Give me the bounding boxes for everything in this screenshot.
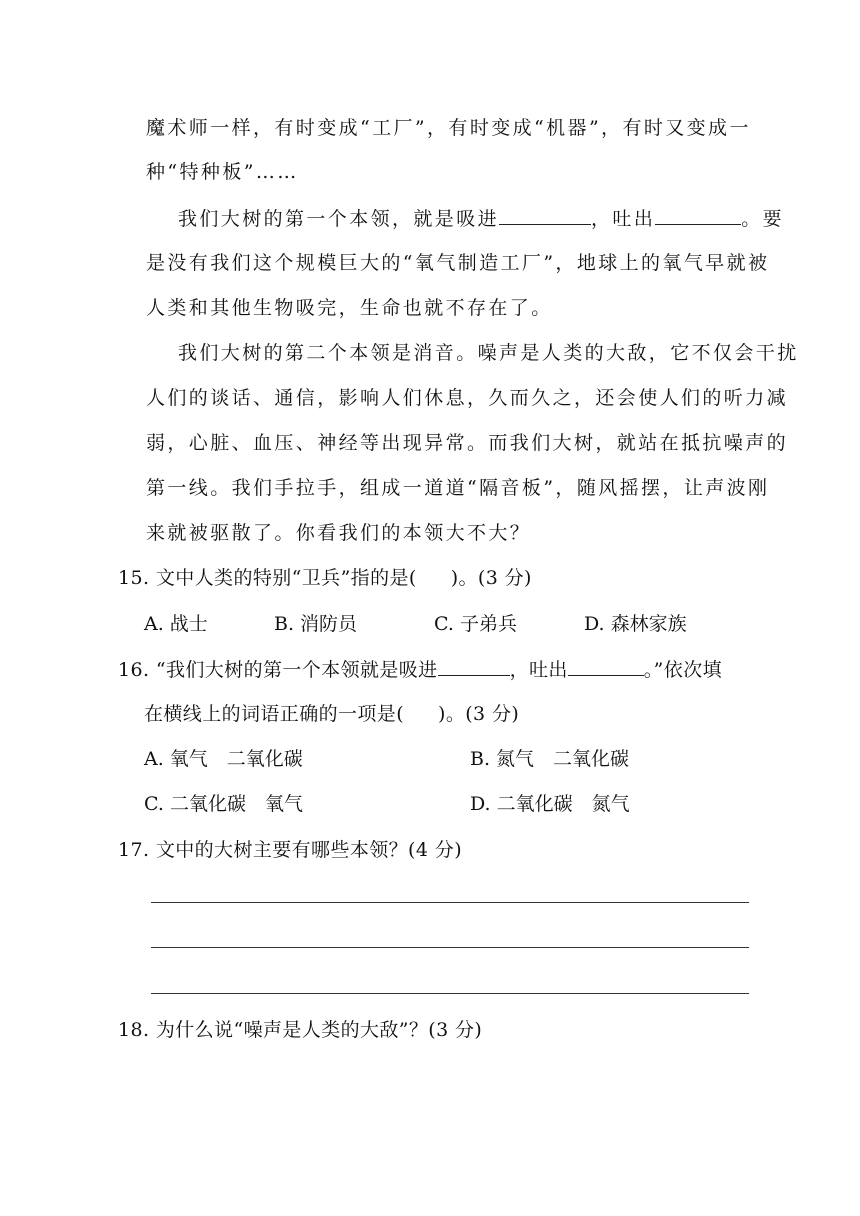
passage-line xyxy=(178,206,784,231)
question-text: 。”依次填 xyxy=(643,659,722,681)
option-a[interactable]: A. 战士 xyxy=(144,613,208,635)
fill-blank[interactable] xyxy=(655,206,741,225)
answer-line[interactable] xyxy=(151,902,749,903)
option-d[interactable]: D. 森林家族 xyxy=(584,613,687,635)
option-c[interactable]: C. 二氧化碳 氧气 xyxy=(144,793,303,815)
answer-line[interactable] xyxy=(151,947,749,948)
option-c[interactable]: C. 子弟兵 xyxy=(434,613,517,635)
passage-line: 我们大树的第二个本领是消音。噪声是人类的大敌，它不仅会干扰 xyxy=(178,342,799,364)
passage-line: 魔术师一样，有时变成“工厂”，有时变成“机器”，有时又变成一 xyxy=(146,117,751,139)
fill-blank[interactable] xyxy=(568,657,644,676)
option-b[interactable]: B. 氮气 二氧化碳 xyxy=(470,748,630,770)
passage-line: 人类和其他生物吸完，生命也就不存在了。 xyxy=(146,297,553,319)
passage-line: 第一线。我们手拉手，组成一道道“隔音板”，随风摇摆，让声波刚 xyxy=(146,477,770,499)
passage-line: 是没有我们这个规模巨大的“氧气制造工厂”，地球上的氧气早就被 xyxy=(146,252,770,274)
question-text: )。(3 分) xyxy=(438,703,520,725)
question-15-stem xyxy=(118,566,532,590)
question-17-stem: 17. 文中的大树主要有哪些本领？(4 分) xyxy=(118,839,463,861)
passage-line: 种“特种板”…… xyxy=(146,161,299,183)
question-16-stem xyxy=(118,657,722,682)
question-16-stem-cont xyxy=(144,702,519,726)
option-a[interactable]: A. 氧气 二氧化碳 xyxy=(144,748,303,770)
question-text: )。(3 分) xyxy=(450,567,532,589)
question-text: 16. “我们大树的第一个本领就是吸进 xyxy=(118,659,438,681)
fill-blank[interactable] xyxy=(438,657,510,676)
passage-text: 我们大树的第一个本领，就是吸进 xyxy=(178,208,500,230)
passage-line: 来就被驱散了。你看我们的本领大不大？ xyxy=(146,522,532,544)
question-text: 15. 文中人类的特别“卫兵”指的是( xyxy=(118,567,417,589)
passage-text: 。要 xyxy=(741,208,785,230)
passage-line: 弱，心脏、血压、神经等出现异常。而我们大树，就站在抵抗噪声的 xyxy=(146,432,789,454)
question-18-stem: 18. 为什么说“噪声是人类的大敌”？(3 分) xyxy=(118,1019,483,1041)
option-d[interactable]: D. 二氧化碳 氮气 xyxy=(470,793,630,815)
answer-line[interactable] xyxy=(151,993,749,994)
passage-text: ，吐出 xyxy=(591,208,656,230)
question-text: 在横线上的词语正确的一项是( xyxy=(144,703,405,725)
fill-blank[interactable] xyxy=(499,206,591,225)
passage-line: 人们的谈话、通信，影响人们休息，久而久之，还会使人们的听力减 xyxy=(146,387,789,409)
option-b[interactable]: B. 消防员 xyxy=(274,613,358,635)
question-text: ，吐出 xyxy=(509,659,568,681)
